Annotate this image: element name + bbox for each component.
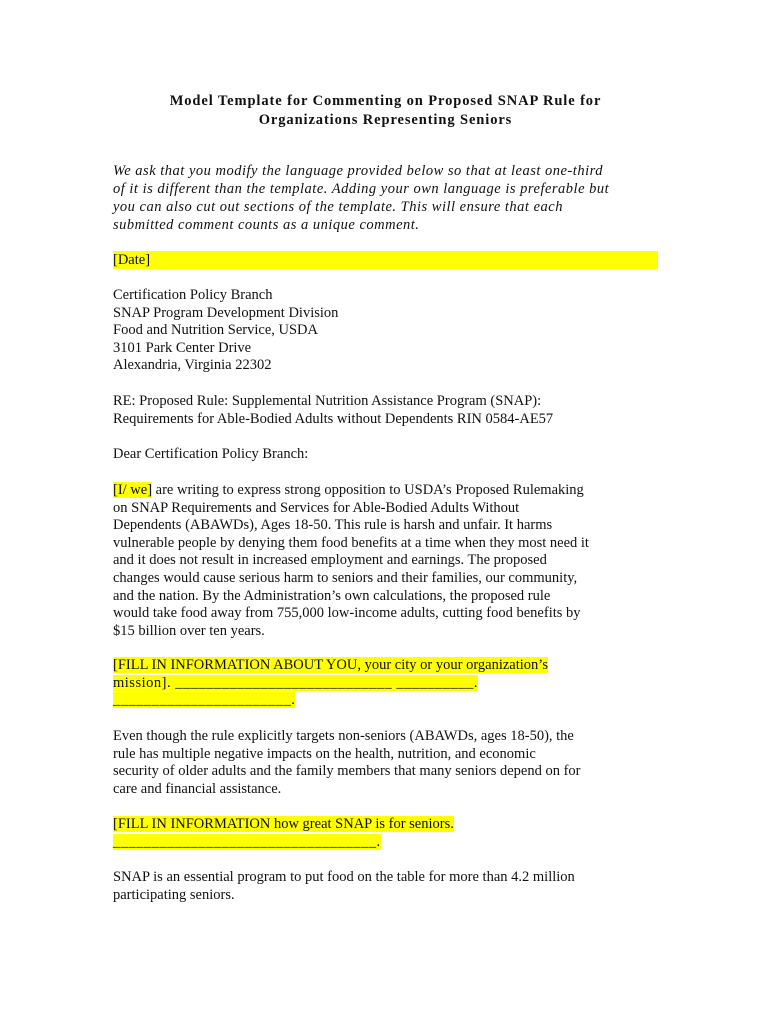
paragraph-line: changes would cause serious harm to seniors and their families, our community, bbox=[113, 569, 578, 586]
intro-line: submitted comment counts as a unique comment. bbox=[113, 217, 420, 233]
fill-in-line: _______________________. bbox=[113, 692, 296, 709]
re-text: RE: Proposed Rule: Supplemental Nutrition Assistance Program (SNAP): bbox=[113, 393, 542, 409]
date-placeholder-text: [Date] bbox=[113, 252, 151, 268]
paragraph-line: $15 billion over ten years. bbox=[113, 622, 265, 639]
paragraph-text: are writing to express strong opposition to USDA’s Proposed Rulemaking bbox=[152, 482, 584, 498]
address-line: Alexandria, Virginia 22302 bbox=[113, 357, 272, 374]
paragraph-snap-essential bbox=[113, 869, 673, 904]
re-line bbox=[113, 393, 673, 428]
fill-in-line: __________________________________. bbox=[113, 833, 381, 850]
paragraph-line: SNAP is an essential program to put food on the table for more than 4.2 million bbox=[113, 869, 575, 885]
intro-line: We ask that you modify the language provided below so that at least one-third bbox=[113, 163, 603, 179]
intro-line: you can also cut out sections of the template. This will ensure that each bbox=[113, 199, 563, 215]
title-line: Model Template for Commenting on Proposed SNAP Rule for bbox=[169, 93, 602, 109]
paragraph-line: participating seniors. bbox=[113, 886, 235, 903]
paragraph-line: would take food away from 755,000 low-income adults, cutting food benefits by bbox=[113, 605, 581, 622]
paragraph-line: vulnerable people by denying them food benefits at a time when they most need it bbox=[113, 534, 589, 551]
date-placeholder bbox=[113, 251, 658, 269]
paragraph-line: care and financial assistance. bbox=[113, 780, 282, 797]
paragraph-line: and it does not result in increased employment and earnings. The proposed bbox=[113, 552, 547, 569]
fill-in-line: [FILL IN INFORMATION how great SNAP is for seniors. bbox=[113, 816, 454, 832]
paragraph-line: Even though the rule explicitly targets non-seniors (ABAWDs, ages 18-50), the bbox=[113, 728, 574, 744]
re-text: Requirements for Able-Bodied Adults without Dependents RIN 0584-AE57 bbox=[113, 410, 554, 427]
document-title bbox=[113, 92, 658, 130]
paragraph-line: rule has multiple negative impacts on the health, nutrition, and economic bbox=[113, 745, 536, 762]
address-line: Food and Nutrition Service, USDA bbox=[113, 322, 318, 339]
address-line: 3101 Park Center Drive bbox=[113, 339, 252, 356]
recipient-address bbox=[113, 287, 673, 375]
intro-instructions bbox=[113, 162, 661, 234]
fill-in-snap-great bbox=[113, 816, 673, 851]
salutation bbox=[113, 446, 673, 464]
paragraph-opposition bbox=[113, 482, 673, 640]
i-we-placeholder: [I/ we] bbox=[113, 482, 153, 498]
paragraph-line: on SNAP Requirements and Services for Able-Bodied Adults Without bbox=[113, 499, 520, 516]
fill-in-line: mission]. ____________________________ __________. bbox=[113, 674, 478, 691]
paragraph-line: Dependents (ABAWDs), Ages 18-50. This rule is harsh and unfair. It harms bbox=[113, 517, 553, 534]
fill-in-about-you bbox=[113, 657, 673, 710]
paragraph-impacts bbox=[113, 728, 673, 798]
address-line: Certification Policy Branch bbox=[113, 287, 273, 303]
intro-line: of it is different than the template. Adding your own language is preferable but bbox=[113, 181, 610, 197]
fill-in-line: [FILL IN INFORMATION ABOUT YOU, your city or your organization’s bbox=[113, 657, 548, 673]
salutation-text: Dear Certification Policy Branch: bbox=[113, 446, 309, 462]
paragraph-line: security of older adults and the family members that many seniors depend on for bbox=[113, 763, 581, 780]
paragraph-line: and the nation. By the Administration’s own calculations, the proposed rule bbox=[113, 587, 551, 604]
address-line: SNAP Program Development Division bbox=[113, 304, 339, 321]
title-line: Organizations Representing Seniors bbox=[258, 112, 513, 128]
